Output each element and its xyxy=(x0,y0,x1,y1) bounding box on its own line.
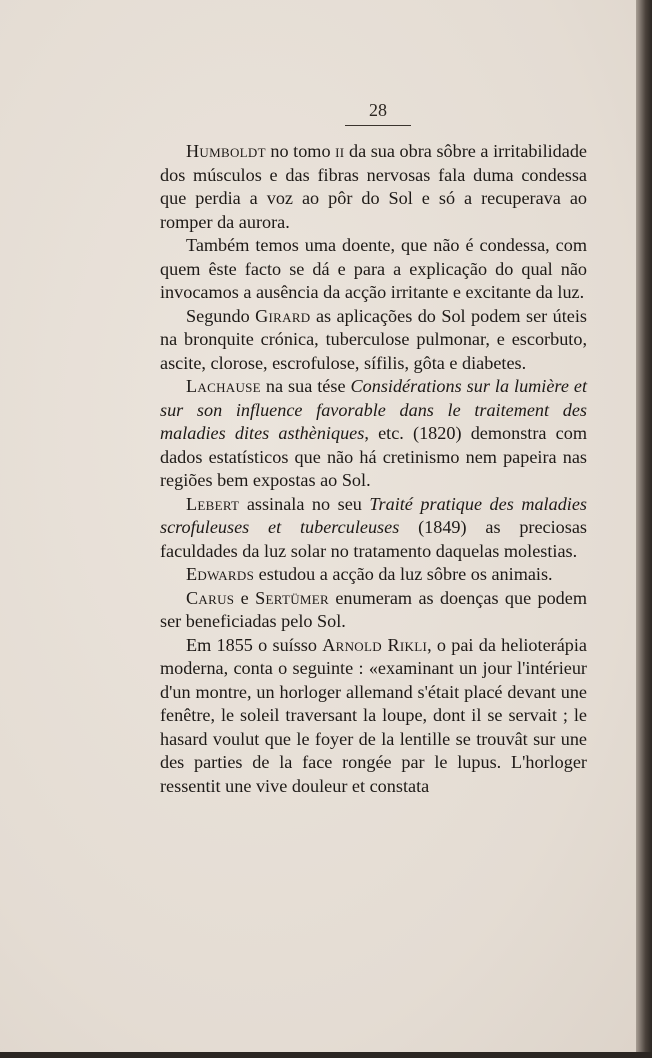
small-caps-name: Lachause xyxy=(186,376,261,396)
page-number-rule xyxy=(345,125,411,126)
italic-title: Considérations sur la lumière et sur son influence favorable dans le traitement des maladies dites asthèniques xyxy=(160,376,587,443)
text-run: (1849) as preciosas faculdades da luz solar no tratamento daquelas molestias. xyxy=(160,517,587,561)
text-run: enumeram as doenças que podem ser beneficiadas pelo Sol. xyxy=(160,587,587,631)
small-caps-name: Arnold Rikli xyxy=(322,634,428,655)
small-caps-name: Lebert xyxy=(186,493,240,514)
paragraph xyxy=(160,234,587,305)
text-run: , o pai da helioterápia moderna, conta o seguinte : «examinant un jour l'intérieur d'un montre, un horloger allemand s'était placé devant une fenêtre, le soleil traversant la loupe, dont il se servait ; le hasard voulut que le foyer de la lentille se trouvât sur une des parties de la face rongée par le lupus. L'horloger ressentit une vive douleur et constata xyxy=(160,634,587,796)
small-caps-name: ii xyxy=(335,141,345,161)
small-caps-name: Edwards xyxy=(186,564,255,584)
text-run: Em 1855 o suísso xyxy=(186,634,323,655)
text-run: no tomo xyxy=(265,141,336,161)
text-run: , etc. (1820) demonstra com dados estatísticos que não há cretinismo nem papeira nas regiões bem expostas ao Sol. xyxy=(160,423,587,490)
italic-title: Traité pratique des maladies scrofuleuses et tuberculeuses xyxy=(160,493,587,537)
small-caps-name: Girard xyxy=(255,305,311,326)
text-run: as aplicações do Sol podem ser úteis na bronquite crónica, tuberculose pulmonar, e escorbuto, ascite, clorose, escrofulose, sífilis, gôta e diabetes. xyxy=(160,305,587,373)
paragraph xyxy=(160,587,587,634)
book-gutter-edge xyxy=(636,0,652,1058)
small-caps-name: Carus xyxy=(186,587,235,608)
paragraph xyxy=(160,375,587,493)
text-run: Também temos uma doente, que não é condessa, com quem êste facto se dá e para a explicação do qual não invocamos a ausência da acção irritante e excitante da luz. xyxy=(160,235,587,302)
text-run: da sua obra sôbre a irritabilidade dos músculos e das fibras nervosas fala duma condessa que perdia a voz ao pôr do Sol e só a recuperava ao romper da aurora. xyxy=(160,141,588,232)
book-bottom-edge xyxy=(0,1052,652,1058)
text-run: assinala no seu xyxy=(239,493,370,514)
paragraph xyxy=(160,140,587,234)
paragraph xyxy=(160,493,587,564)
text-run: estudou a acção da luz sôbre os animais. xyxy=(254,564,553,584)
small-caps-name: Humboldt xyxy=(186,141,266,161)
page-number: 28 xyxy=(369,100,387,120)
paragraph xyxy=(160,634,587,799)
small-caps-name: Sertümer xyxy=(255,587,329,608)
body-text xyxy=(160,140,587,798)
text-run: e xyxy=(234,587,256,608)
paragraph xyxy=(160,563,587,587)
paragraph xyxy=(160,305,587,376)
text-run: na sua tése xyxy=(260,376,351,396)
text-run: Segundo xyxy=(186,305,256,326)
